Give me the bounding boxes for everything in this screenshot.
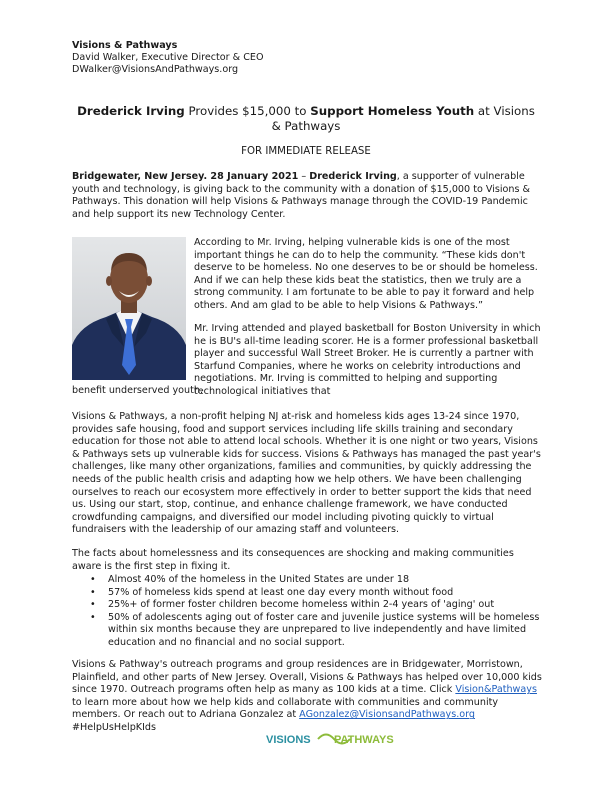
lead-dash: – <box>298 171 310 182</box>
fact-text: 57% of homeless kids spend at least one day every month without food <box>108 586 454 598</box>
release-label: FOR IMMEDIATE RELEASE <box>241 146 371 157</box>
fact-text: 25%+ of former foster children become homeless within 2-4 years of 'aging' out <box>108 599 495 611</box>
headline-emphasis: Support Homeless Youth <box>310 104 475 118</box>
bio-paragraph: Mr. Irving attended and played basketball for Boston University in which he is BU's all-time leading scorer. He is a former professional basketball player and successful Wall Street Broker. He is currently a partner with Starfund Companies, where he works on celebrity introductions and negotiations. Mr. Irving is committed to helping and supporting technological initiatives that <box>194 323 541 397</box>
bio-paragraph-tail: benefit underserved youth. <box>72 385 204 396</box>
outreach-text-3: #HelpUsHelpKIds <box>72 721 157 733</box>
bullet-icon: • <box>90 611 96 623</box>
headline-name: Drederick Irving <box>77 104 185 118</box>
lead-name: Drederick Irving <box>309 171 397 182</box>
portrait-photo <box>72 237 186 380</box>
outreach-text-1: Visions & Pathway's outreach programs and group residences are in Bridgewater, Morristown, Plainfield, and other parts of New Jersey. Overall, Visions & Pathways has helped over 10,000 kids since 1970. Outreach programs often help as many as 100 kids at a time. Click <box>72 659 542 696</box>
website-link[interactable]: Vision&Pathways <box>455 684 537 696</box>
portrait-illustration <box>72 237 186 380</box>
list-item <box>90 612 542 650</box>
fact-text: 50% of adolescents aging out of foster care and juvenile justice systems will be homeless within six months because they are unprepared to live independently and have limited education and no financial and no social support. <box>108 611 540 648</box>
bullet-icon: • <box>90 574 96 585</box>
headline <box>72 104 540 134</box>
outreach-paragraph <box>72 659 544 735</box>
logo-graphic <box>262 726 402 752</box>
facts-list <box>90 574 542 650</box>
quote-paragraph: According to Mr. Irving, helping vulnerable kids is one of the most important things he can do to help the community. “These kids don't deserve to be homeless. No one deserves to be or should be homeless. And if we can help these kids beat the statistics, then we truly are a strong community. I am fortunate to be able to pay it forward and help others. And am glad to be able to help Visions & Pathways.” <box>194 237 538 311</box>
contact-person: David Walker, Executive Director & CEO <box>72 52 264 64</box>
headline-text-2: at Visions & Pathways <box>271 104 535 133</box>
contact-block <box>72 40 264 77</box>
outreach-text-2: to learn more about how we help kids and collaborate with communities and community members. Or reach out to Adriana Gonzalez at <box>72 696 499 721</box>
lead-dateline: Bridgewater, New Jersey. 28 January 2021 <box>72 171 299 182</box>
list-item <box>90 587 542 600</box>
bullet-icon: • <box>90 586 96 598</box>
headline-text-1: Provides $15,000 to <box>184 104 311 118</box>
contact-email: DWalker@VisionsAndPathways.org <box>72 64 239 76</box>
logo-left-word: VISIONS <box>266 734 311 746</box>
fact-text: Almost 40% of the homeless in the United States are under 18 <box>108 574 410 585</box>
logo-right-word: PATHWAYS <box>334 734 394 746</box>
lead-paragraph <box>72 171 542 221</box>
list-item <box>90 574 542 587</box>
facts-intro: The facts about homelessness and its consequences are shocking and making communities aware is the first step in fixing it. <box>72 548 514 572</box>
visions-pathways-logo <box>262 726 402 752</box>
email-link[interactable]: AGonzalez@VisionsandPathways.org <box>299 709 476 721</box>
lead-text: , a supporter of vulnerable youth and technology, is giving back to the community with a donation of $15,000 to Visions & Pathways. This donation will help Visions & Pathways manage through the COVID-19 Pandemic and help support its new Technology Center. <box>72 171 531 220</box>
contact-org: Visions & Pathways <box>72 40 178 51</box>
list-item <box>90 599 542 612</box>
bullet-icon: • <box>90 599 96 611</box>
mission-paragraph: Visions & Pathways, a non-profit helping NJ at-risk and homeless kids ages 13-24 since 1970, provides safe housing, food and support services including life skills training and secondary education for those not able to attend local schools. Whether it is one night or two years, Visions & Pathways sets up vulnerable kids for success. Visions & Pathways has managed the past year's challenges, like many other organizations, families and communities, by quickly addressing the needs of the public health crisis and adapting how we help others. We have been challenging ourselves to reach our ecosystem more effectively in order to better support the kids that need us. Using our start, stop, continue, and enhance challenge framework, we have conducted crowdfunding campaigns, and diversified our model including pivoting quickly to virtual fundraisers with the leadership of our amazing staff and volunteers. <box>72 411 541 536</box>
